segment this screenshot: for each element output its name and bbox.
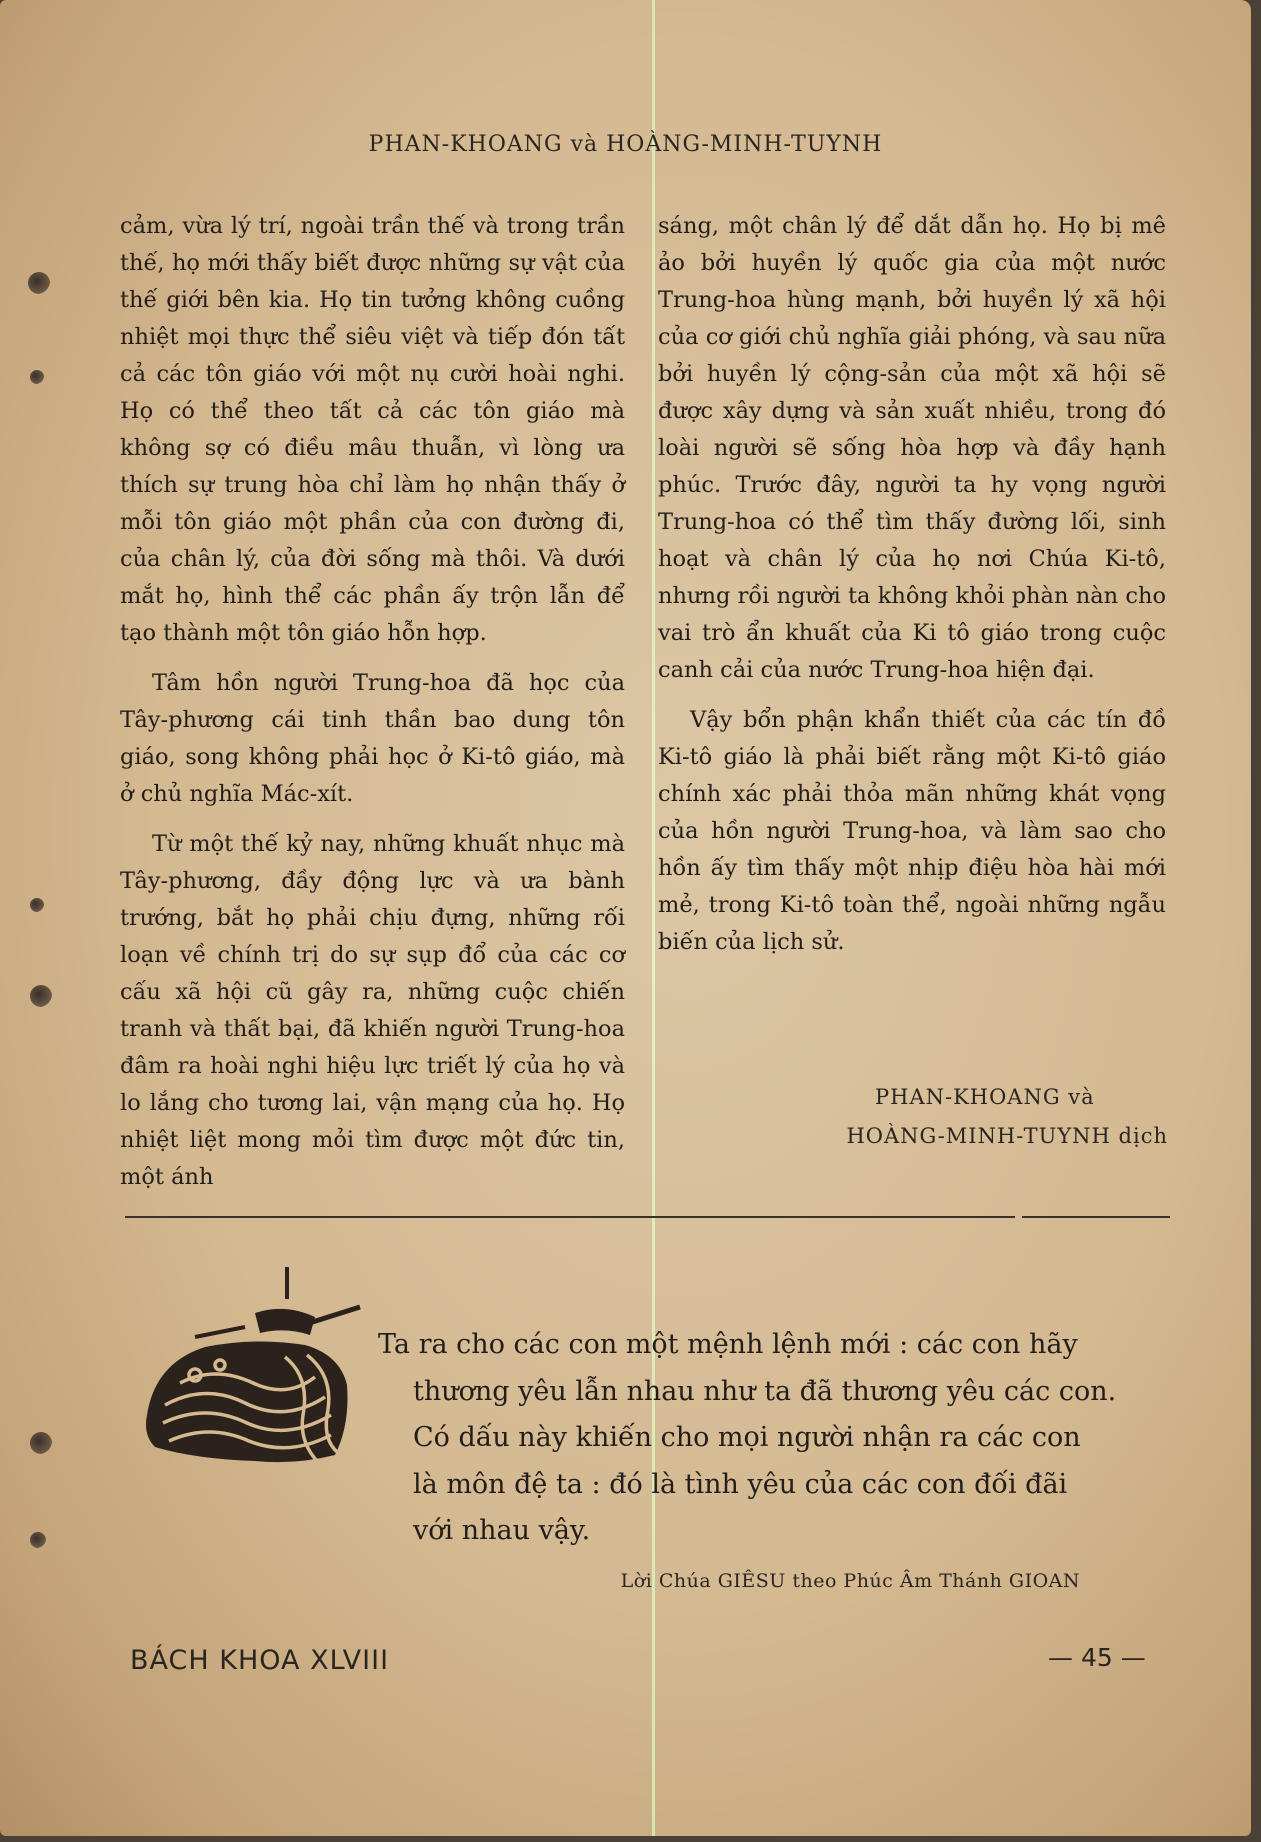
paragraph: Tâm hồn người Trung-hoa đã học của Tây-phương cái tinh thần bao dung tôn giáo, song không phải học ở Ki-tô giáo, mà ở chủ nghĩa Mác-xít. [120, 670, 625, 807]
quote-line: với nhau vậy. [413, 1515, 591, 1546]
page-number: — 45 — [1048, 1643, 1146, 1672]
quote-line: Có dấu này khiến cho mọi người nhận ra các con [413, 1422, 1081, 1453]
section-divider [1022, 1216, 1170, 1218]
running-head: PHAN-KHOANG và HOÀNG-MINH-TUYNH [368, 132, 883, 157]
quote-line: là môn đệ ta : đó là tình yêu của các con đối đãi [413, 1468, 1068, 1500]
binding-hole [30, 898, 44, 912]
lamp-emblem-icon [135, 1265, 370, 1475]
binding-hole [30, 985, 52, 1007]
quote-line: Ta ra cho các con một mệnh lệnh mới : các con hãy [378, 1329, 1078, 1360]
binding-hole [30, 1532, 46, 1548]
paragraph: sáng, một chân lý để dắt dẫn họ. Họ bị mê ảo bởi huyền lý quốc gia của một nước Trung-hoa hùng mạnh, bởi huyền lý xã hội của cơ giới chủ nghĩa giải phóng, và sau nữa bởi huyền lý cộng-sản của một xã hội sẽ được xây dựng và sản xuất nhiều, trong đó loài người sẽ sống hòa hợp và đầy hạnh phúc. Trước đây, người ta hy vọng người Trung-hoa có thể tìm thấy đường lối, sinh hoạt và chân lý của họ nơi Chúa Ki-tô, nhưng rồi người ta không khỏi phàn nàn cho vai trò ẩn khuất của Ki tô giáo trong cuộc canh cải của nước Trung-hoa hiện đại. [658, 213, 1166, 683]
quote-line: thương yêu lẫn nhau như ta đã thương yêu các con. [413, 1375, 1117, 1407]
translator-signature-line2: HOÀNG-MINH-TUYNH dịch [846, 1124, 1168, 1148]
paragraph: Từ một thế kỷ nay, những khuất nhục mà Tây-phương, đầy động lực và ưa bành trướng, bắt họ phải chịu đựng, những rối loạn về chính trị do sự sụp đổ của các cơ cấu xã hội cũ gây ra, những cuộc chiến tranh và thất bại, đã khiến người Trung-hoa đâm ra hoài nghi hiệu lực triết lý của họ và lo lắng cho tương lai, vận mạng của họ. Họ nhiệt liệt mong mỏi tìm được một đức tin, một ánh [120, 831, 625, 1190]
section-divider [125, 1216, 1015, 1218]
binding-hole [30, 1432, 52, 1454]
magazine-title: BÁCH KHOA XLVIII [130, 1645, 390, 1676]
binding-hole [28, 272, 50, 294]
scripture-quote [378, 1322, 1170, 1555]
page-fold-line [652, 0, 655, 1836]
paragraph: Vậy bổn phận khẩn thiết của các tín đồ Ki-tô giáo là phải biết rằng một Ki-tô giáo chính xác phải thỏa mãn những khát vọng của hồn người Trung-hoa, và làm sao cho hồn ấy tìm thấy một nhịp điệu hòa hài mới mẻ, trong Ki-tô toàn thể, ngoài những ngẫu biến của lịch sử. [658, 707, 1166, 955]
binding-hole [30, 370, 44, 384]
quote-source: Lời Chúa GIÊSU theo Phúc Âm Thánh GIOAN [620, 1570, 1080, 1592]
paragraph: cảm, vừa lý trí, ngoài trần thế và trong trần thế, họ mới thấy biết được những sự vật của thế giới bên kia. Họ tin tưởng không cuồng nhiệt mọi thực thể siêu việt và tiếp đón tất cả các tôn giáo với một nụ cười hoài nghi. Họ có thể theo tất cả các tôn giáo mà không sợ có điều mâu thuẫn, vì lòng ưa thích sự trung hòa chỉ làm họ nhận thấy ở mỗi tôn giáo một phần của con đường đi, của chân lý, của đời sống mà thôi. Và dưới mắt họ, hình thể các phần ấy trộn lẫn để tạo thành một tôn giáo hỗn hợp. [120, 213, 625, 646]
translator-signature-line1: PHAN-KHOANG và [875, 1085, 1095, 1109]
right-column [658, 208, 1166, 974]
left-column [120, 208, 625, 1209]
